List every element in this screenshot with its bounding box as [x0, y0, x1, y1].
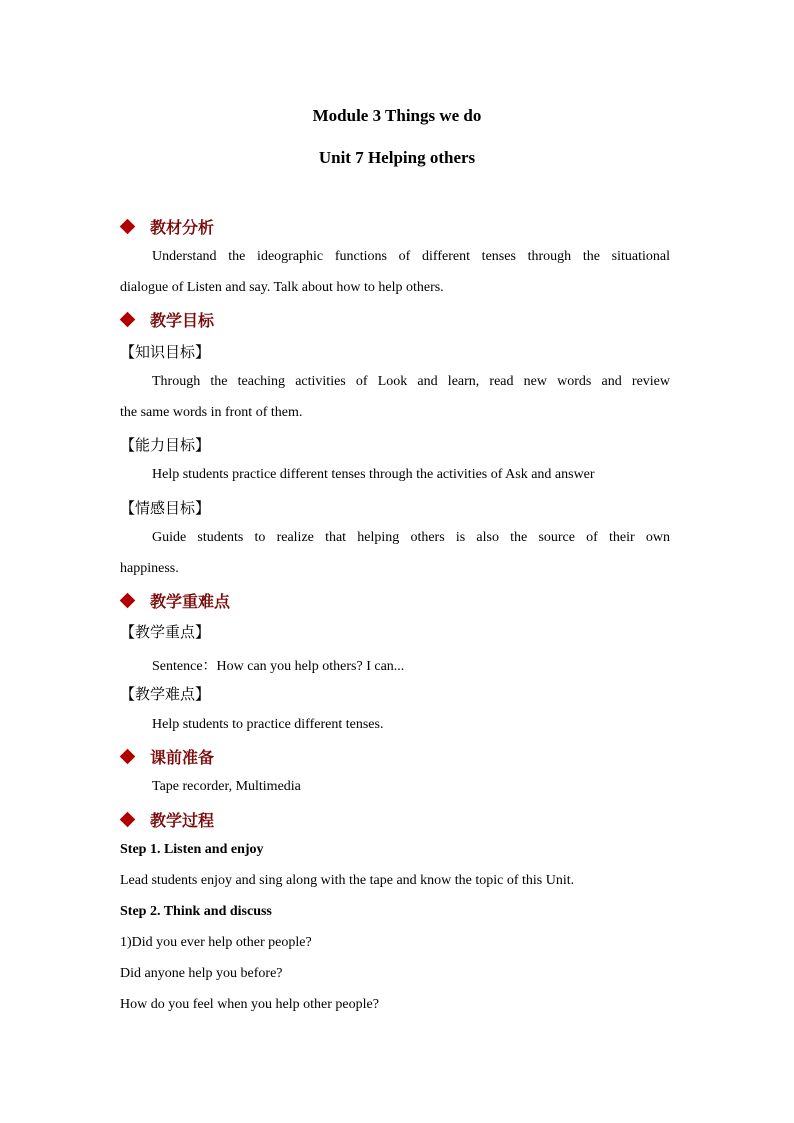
step-1-title: Step 1. Listen and enjoy	[120, 842, 264, 857]
diamond-bullet-icon	[120, 749, 136, 765]
section-heading-preparation	[120, 745, 214, 768]
section-heading-text: 教学重难点	[150, 594, 231, 611]
subheading-knowledge-goal: 【知识目标】	[120, 345, 211, 361]
diamond-bullet-icon	[120, 593, 136, 609]
diamond-bullet-icon	[120, 312, 136, 328]
paragraph-line: Through the teaching activities of Look and learn, read new words and review	[152, 374, 670, 389]
paragraph-line: Understand the ideographic functions of different tenses through the situational	[152, 249, 670, 264]
paragraph-line: dialogue of Listen and say. Talk about how to help others.	[120, 280, 444, 295]
section-heading-text: 教学过程	[150, 813, 215, 830]
subheading-difficult-point: 【教学难点】	[120, 687, 211, 703]
diamond-bullet-icon	[120, 812, 136, 828]
question-line: Did anyone help you before?	[120, 966, 283, 981]
paragraph-line: the same words in front of them.	[120, 405, 303, 420]
paragraph-line: happiness.	[120, 561, 179, 576]
section-heading-teaching-goals	[120, 308, 214, 331]
question-line: 1)Did you ever help other people?	[120, 935, 312, 950]
diamond-bullet-icon	[120, 219, 136, 235]
paragraph-line: Sentence：How can you help others? I can...	[152, 659, 405, 674]
document-subtitle: Unit 7 Helping others	[318, 148, 476, 167]
section-heading-text: 教材分析	[150, 220, 215, 237]
step-2-title: Step 2. Think and discuss	[120, 904, 272, 919]
section-heading-textbook-analysis	[120, 215, 214, 238]
section-heading-teaching-process	[120, 808, 214, 831]
paragraph-line: Help students to practice different tenses.	[152, 717, 384, 732]
subheading-key-point: 【教学重点】	[120, 625, 211, 641]
section-heading-text: 教学目标	[150, 313, 215, 330]
subheading-ability-goal: 【能力目标】	[120, 438, 211, 454]
paragraph-line: Guide students to realize that helping others is also the source of their own	[152, 530, 670, 545]
question-line: How do you feel when you help other people?	[120, 997, 379, 1012]
subheading-emotion-goal: 【情感目标】	[120, 501, 211, 517]
section-heading-text: 课前准备	[150, 750, 215, 767]
document-title: Module 3 Things we do	[312, 106, 482, 125]
paragraph-line: Tape recorder, Multimedia	[152, 779, 301, 794]
section-heading-key-difficult-points	[120, 589, 230, 612]
paragraph-line: Help students practice different tenses through the activities of Ask and answer	[152, 467, 595, 482]
paragraph-line: Lead students enjoy and sing along with the tape and know the topic of this Unit.	[120, 873, 575, 888]
